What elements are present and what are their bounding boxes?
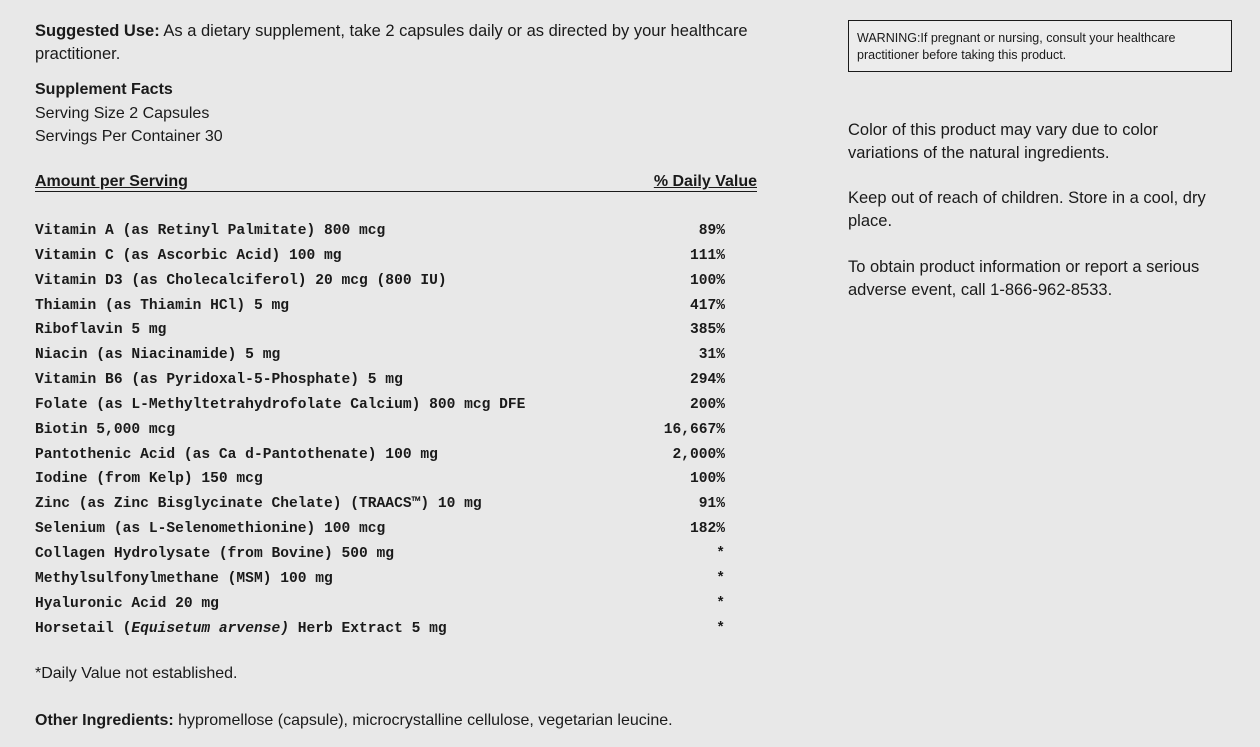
other-ingredients-text: hypromellose (capsule), microcrystalline cellulose, vegetarian leucine. xyxy=(173,712,673,729)
table-row xyxy=(35,393,725,418)
daily-value: 2,000% xyxy=(672,446,725,463)
horsetail-latin: Equisetum arvense) xyxy=(131,620,289,637)
daily-value: 31% xyxy=(698,347,725,364)
nutrient-name: Folate (as L-Methyltetrahydrofolate Calcium) 800 mcg DFE xyxy=(35,396,526,413)
storage-note: Keep out of reach of children. Store in a cool, dry place. xyxy=(848,189,1206,230)
table-row xyxy=(35,368,725,393)
nutrient-name: Pantothenic Acid (as Ca d-Pantothenate) 100 mg xyxy=(35,446,438,463)
supplement-facts-header xyxy=(35,78,775,149)
daily-value: 100% xyxy=(689,272,725,289)
supplement-facts-title: Supplement Facts xyxy=(35,81,173,98)
daily-value: 200% xyxy=(689,396,725,413)
daily-value: 100% xyxy=(689,471,725,488)
nutrient-name: Zinc (as Zinc Bisglycinate Chelate) (TRAACS™) 10 mg xyxy=(35,496,482,513)
servings-per-container: Servings Per Container 30 xyxy=(35,128,223,145)
daily-value: * xyxy=(716,545,725,562)
nutrient-name: Thiamin (as Thiamin HCl) 5 mg xyxy=(35,297,289,314)
daily-value: 111% xyxy=(689,247,725,264)
daily-value: 91% xyxy=(698,496,725,513)
nutrient-name xyxy=(35,617,447,642)
table-row xyxy=(35,269,725,294)
daily-value-note: *Daily Value not established. xyxy=(35,665,238,682)
table-row xyxy=(35,219,725,244)
table-row xyxy=(35,443,725,468)
table-row xyxy=(35,592,725,617)
nutrient-name: Biotin 5,000 mcg xyxy=(35,421,176,438)
daily-value: * xyxy=(716,595,725,612)
daily-value: 16,667% xyxy=(663,421,725,438)
horsetail-suffix: Herb Extract 5 mg xyxy=(288,620,447,637)
table-row xyxy=(35,567,725,592)
table-row xyxy=(35,294,725,319)
contact-note: To obtain product information or report a serious adverse event, call 1-866-962-8533. xyxy=(848,258,1200,299)
table-row xyxy=(35,318,725,343)
table-row xyxy=(35,343,725,368)
nutrient-name: Vitamin C (as Ascorbic Acid) 100 mg xyxy=(35,247,342,264)
table-row-horsetail xyxy=(35,617,725,642)
nutrient-name: Selenium (as L-Selenomethionine) 100 mcg xyxy=(35,521,386,538)
daily-value: 417% xyxy=(689,297,725,314)
daily-value: * xyxy=(716,620,725,637)
nutrient-name: Methylsulfonylmethane (MSM) 100 mg xyxy=(35,570,333,587)
nutrient-name: Hyaluronic Acid 20 mg xyxy=(35,595,219,612)
nutrient-table xyxy=(35,219,725,641)
daily-value-header: % Daily Value xyxy=(653,173,757,190)
table-row xyxy=(35,492,725,517)
serving-size: Serving Size 2 Capsules xyxy=(35,104,210,122)
supplement-panel xyxy=(35,20,775,729)
table-row xyxy=(35,244,725,269)
suggested-use-label: Suggested Use: xyxy=(35,22,160,40)
table-header xyxy=(35,172,757,192)
table-row xyxy=(35,517,725,542)
color-variation-note: Color of this product may vary due to color variations of the natural ingredients. xyxy=(848,121,1158,162)
suggested-use xyxy=(35,20,775,66)
nutrient-name: Vitamin D3 (as Cholecalciferol) 20 mcg (800 IU) xyxy=(35,272,447,289)
nutrient-name: Riboflavin 5 mg xyxy=(35,322,167,339)
daily-value: * xyxy=(716,570,725,587)
nutrient-name: Niacin (as Niacinamide) 5 mg xyxy=(35,347,281,364)
other-ingredients-label: Other Ingredients: xyxy=(35,712,174,729)
amount-per-serving-header: Amount per Serving xyxy=(35,173,188,190)
nutrient-name: Vitamin B6 (as Pyridoxal-5-Phosphate) 5 mg xyxy=(35,372,403,389)
other-ingredients xyxy=(35,712,673,730)
nutrient-name: Iodine (from Kelp) 150 mcg xyxy=(35,471,263,488)
nutrient-name: Vitamin A (as Retinyl Palmitate) 800 mcg xyxy=(35,223,386,239)
table-row xyxy=(35,467,725,492)
daily-value: 89% xyxy=(698,223,725,239)
daily-value: 294% xyxy=(689,372,725,389)
daily-value: 385% xyxy=(689,322,725,339)
warning-box: WARNING:If pregnant or nursing, consult your healthcare practitioner before taking this product. xyxy=(848,20,1232,72)
horsetail-prefix: Horsetail ( xyxy=(35,620,132,637)
suggested-use-text: As a dietary supplement, take 2 capsules daily or as directed by your healthcare practitioner. xyxy=(35,22,748,63)
table-row xyxy=(35,418,725,443)
nutrient-name: Collagen Hydrolysate (from Bovine) 500 mg xyxy=(35,545,395,562)
daily-value: 182% xyxy=(689,521,725,538)
table-row xyxy=(35,542,725,567)
